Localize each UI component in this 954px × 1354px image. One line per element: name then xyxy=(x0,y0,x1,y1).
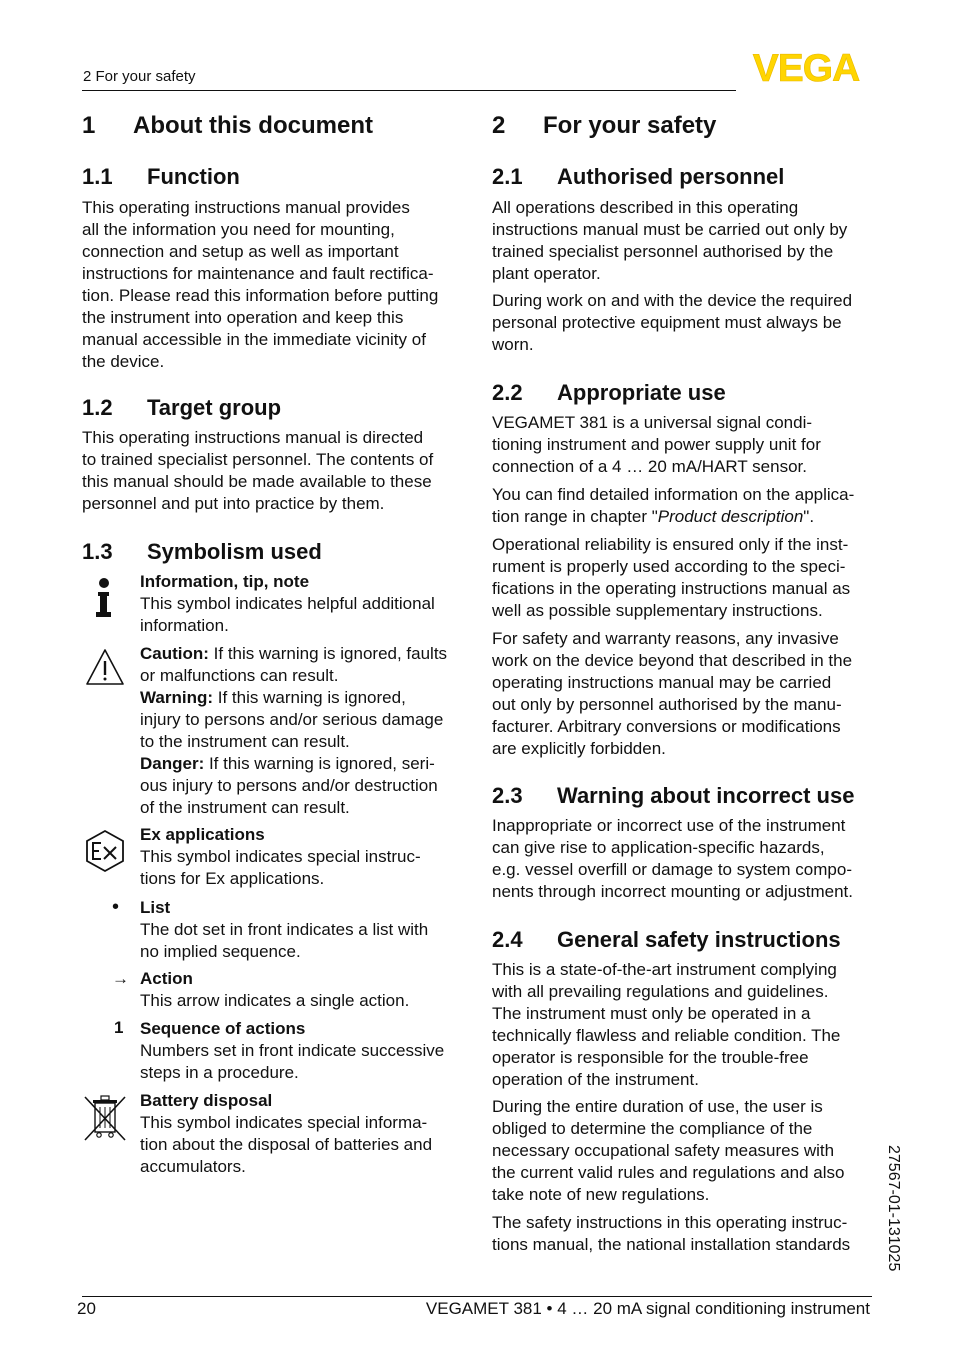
p2-text-b: ". xyxy=(803,507,815,526)
subsection-title: Warning about incorrect use xyxy=(557,783,855,808)
section-number: 1 xyxy=(82,112,96,139)
subsection-title: Appropriate use xyxy=(557,380,726,405)
authorised-paragraph-1: All operations described in this operating instructions manual must be carried out only by trained specialist personnel authorised by the plant operator. xyxy=(492,198,848,283)
subsection-1-1-heading xyxy=(82,164,472,190)
info-title: Information, tip, note xyxy=(140,572,310,591)
action-arrow-marker: → xyxy=(112,969,129,988)
battery-disposal-icon xyxy=(82,1094,128,1142)
footer-document-title: VEGAMET 381 • 4 … 20 mA signal conditioning instrument xyxy=(425,1299,870,1318)
list-text: The dot set in front indicates a list with no implied sequence. xyxy=(140,920,429,961)
list-title: List xyxy=(140,898,171,917)
warning-text: If this warning is ignored, injury to persons and/or serious damage to the instrument can result. xyxy=(140,688,444,751)
subsection-title: Target group xyxy=(147,395,282,420)
caution-label: Caution: xyxy=(140,644,209,663)
ex-text: This symbol indicates special instruc- tions for Ex applications. xyxy=(140,847,421,888)
battery-text: This symbol indicates special informa- tion about the disposal of batteries and accumulators. xyxy=(140,1113,433,1176)
subsection-2-2-heading xyxy=(492,380,882,406)
action-title: Action xyxy=(140,969,193,988)
general-safety-paragraph-3: The safety instructions in this operating instruc- tions manual, the national installation standards xyxy=(492,1213,851,1254)
section-number: 2 xyxy=(492,112,506,139)
caution-symbol-entry xyxy=(140,643,470,819)
subsection-number: 2.2 xyxy=(492,380,523,405)
subsection-1-3-heading xyxy=(82,539,472,565)
subsection-number: 2.4 xyxy=(492,927,523,952)
ex-title: Ex applications xyxy=(140,825,265,844)
sequence-number-marker: 1 xyxy=(114,1018,124,1037)
incorrect-use-paragraph: Inappropriate or incorrect use of the instrument can give rise to application-specific hazards, e.g. vessel overfill or damage to system compo- nents through incorrect mounting or adjustment. xyxy=(492,816,853,901)
subsection-1-2-heading xyxy=(82,395,472,421)
info-symbol-entry xyxy=(140,571,470,637)
section-1-heading xyxy=(82,112,472,140)
list-bullet-marker: • xyxy=(112,896,120,918)
appropriate-use-paragraph-2 xyxy=(492,484,882,528)
page-number: 20 xyxy=(77,1299,96,1318)
appropriate-use-paragraph-4: For safety and warranty reasons, any invasive work on the device beyond that described in the operating instructions manual may be carried out only by personnel authorised by the manu- facturer. Arbitrary conversions or modifications are explicitly forbidden. xyxy=(492,629,853,758)
battery-symbol-entry xyxy=(140,1090,470,1178)
product-description-reference: Product description xyxy=(657,507,804,526)
warning-triangle-icon xyxy=(85,648,125,686)
section-title: About this document xyxy=(133,112,373,139)
general-safety-paragraph-2: During the entire duration of use, the user is obliged to determine the compliance of the necessary occupational safety measures with the current valid rules and regulations and also take note of new regulations. xyxy=(492,1097,845,1204)
subsection-2-3-heading xyxy=(492,783,882,809)
footer-rule xyxy=(82,1296,872,1297)
subsection-title: Authorised personnel xyxy=(557,164,785,189)
document-code: 27567-01-131025 xyxy=(885,1145,902,1272)
warning-label: Warning: xyxy=(140,688,214,707)
list-symbol-entry xyxy=(140,897,470,963)
vega-logo-text: VEGA xyxy=(752,50,860,84)
battery-title: Battery disposal xyxy=(140,1091,273,1110)
authorised-paragraph-2: During work on and with the device the required personal protective equipment must always be worn. xyxy=(492,291,853,354)
action-text: This arrow indicates a single action. xyxy=(140,991,410,1010)
section-2-heading xyxy=(492,112,882,140)
subsection-2-1-heading xyxy=(492,164,882,190)
subsection-title: General safety instructions xyxy=(557,927,841,952)
vega-logo xyxy=(740,50,873,84)
header-rule xyxy=(82,90,736,91)
info-text: This symbol indicates helpful additional information. xyxy=(140,594,435,635)
subsection-number: 2.3 xyxy=(492,783,523,808)
action-symbol-entry xyxy=(140,968,470,1012)
subsection-2-4-heading xyxy=(492,927,882,953)
appropriate-use-paragraph-3: Operational reliability is ensured only if the inst- rument is properly used according to the speci- fications in the operating instructions manual as well as possible supplementary instructions. xyxy=(492,535,851,620)
ex-symbol-entry xyxy=(140,824,470,890)
section-title: For your safety xyxy=(543,112,717,139)
danger-label: Danger: xyxy=(140,754,205,773)
general-safety-paragraph-1: This is a state-of-the-art instrument complying with all prevailing regulations and guidelines. The instrument must only be operated in a technically flawless and reliable condition. The operator is responsible for the trouble-free operation of the instrument. xyxy=(492,960,841,1089)
caution-text: If this warning is ignored, faults or malfunctions can result. xyxy=(140,644,448,685)
running-header: 2 For your safety xyxy=(83,68,196,85)
subsection-number: 1.1 xyxy=(82,164,113,189)
sequence-symbol-entry xyxy=(140,1018,470,1084)
target-group-paragraph: This operating instructions manual is directed to trained specialist personnel. The contents of this manual should be made available to these personnel and put into practice by them. xyxy=(82,428,434,513)
appropriate-use-paragraph-1: VEGAMET 381 is a universal signal condi- tioning instrument and power supply unit for connection of a 4 … 20 mA/HART sensor. xyxy=(492,413,821,476)
subsection-title: Function xyxy=(147,164,240,189)
subsection-number: 1.3 xyxy=(82,539,113,564)
subsection-number: 1.2 xyxy=(82,395,113,420)
danger-text: If this warning is ignored, seri- ous injury to persons and/or destruction of the instrument can result. xyxy=(140,754,438,817)
info-icon xyxy=(92,576,116,620)
sequence-text: Numbers set in front indicate successive steps in a procedure. xyxy=(140,1041,445,1082)
sequence-title: Sequence of actions xyxy=(140,1019,306,1038)
subsection-number: 2.1 xyxy=(492,164,523,189)
function-paragraph: This operating instructions manual provides all the information you need for mounting, connection and setup as well as important instructions for maintenance and fault rectifica- tion. Please read this information before putting the instrument into operation and keep this manual accessible in the immediate vicinity of the device. xyxy=(82,198,439,371)
subsection-title: Symbolism used xyxy=(147,539,322,564)
ex-hexagon-icon xyxy=(83,829,127,873)
p2-text-a: You can find detailed information on the applica- tion range in chapter " xyxy=(492,485,855,526)
